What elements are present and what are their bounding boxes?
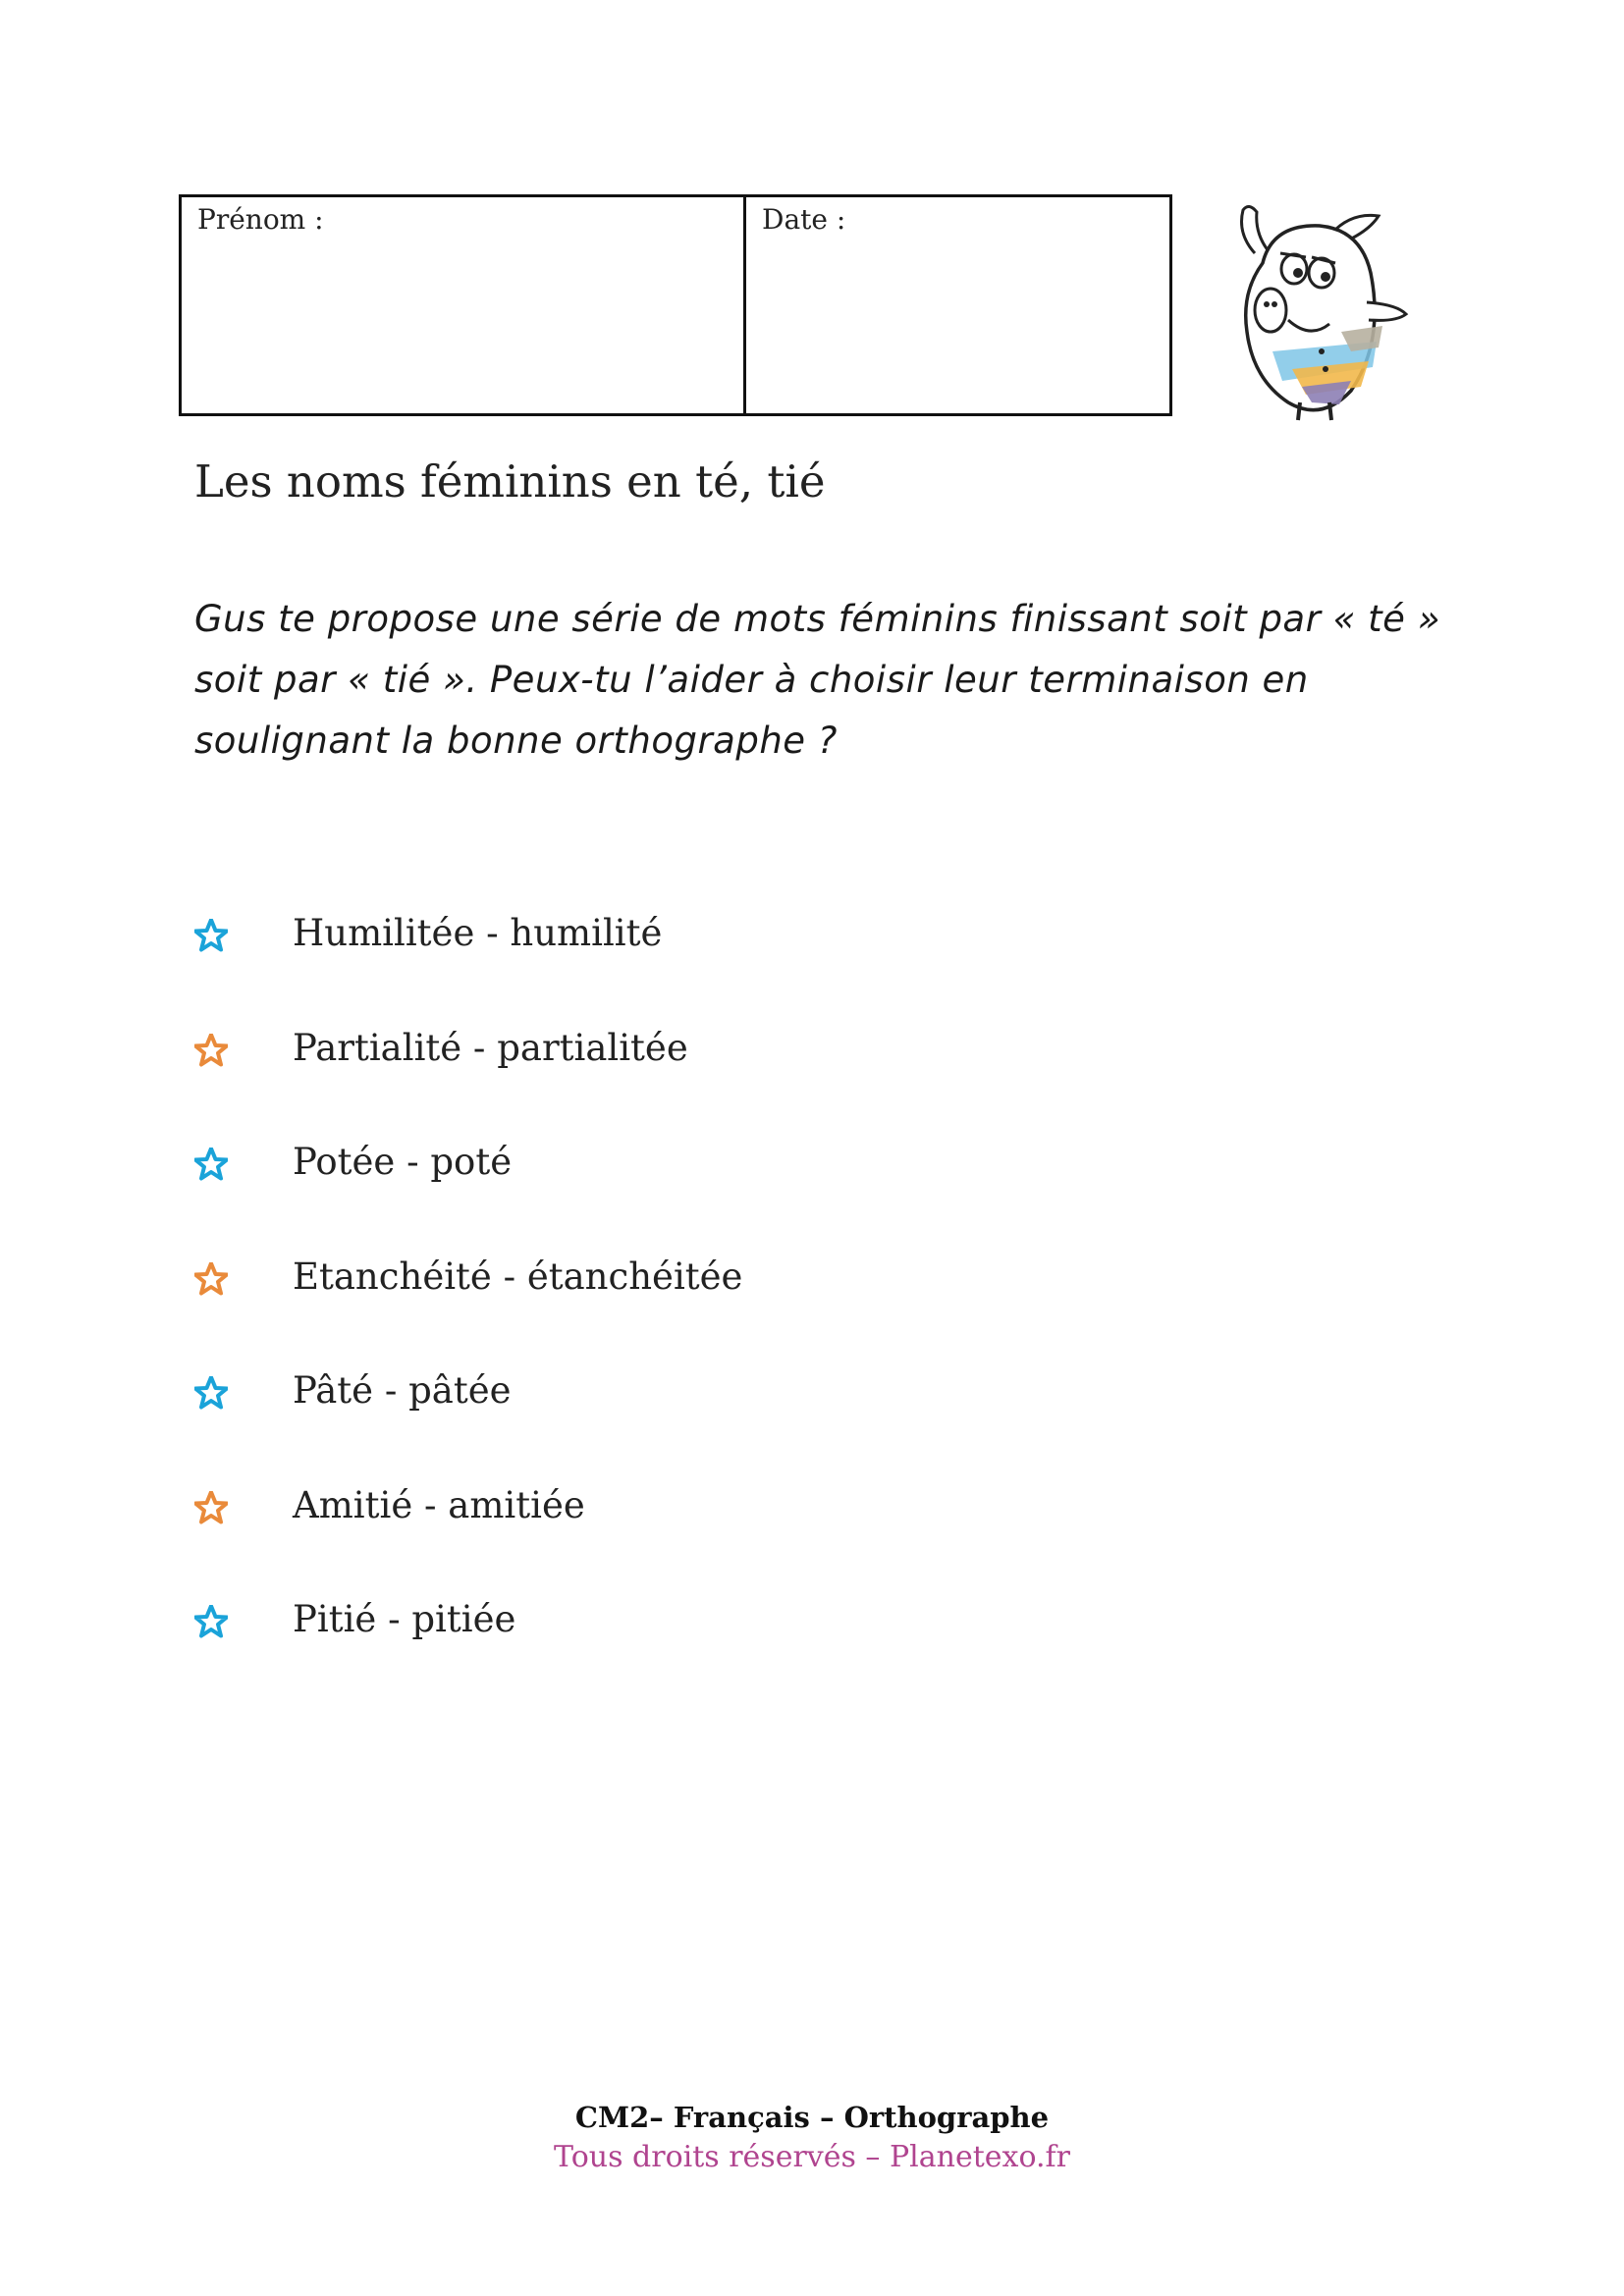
list-item (194, 1024, 1078, 1073)
identity-table (179, 194, 1172, 416)
footer-course: CM2– Français – Orthographe (574, 2101, 1050, 2134)
date-label: Date : (762, 203, 846, 236)
footer-rights: Tous droits réservés – Planetexo.fr (554, 2140, 1070, 2174)
blue-star-icon (194, 1376, 228, 1410)
sheep-mascot-icon (1204, 194, 1416, 422)
word-pair[interactable]: Pâté - pâtée (293, 1369, 512, 1412)
blue-star-icon (194, 1605, 228, 1638)
list-item (194, 1595, 1078, 1644)
list-item (194, 909, 1078, 958)
list-item (194, 1138, 1078, 1187)
page-title: Les noms féminins en té, tié (194, 455, 826, 507)
list-item (194, 1481, 1078, 1530)
word-pair[interactable]: Amitié - amitiée (293, 1483, 585, 1526)
first-name-label: Prénom : (197, 203, 324, 236)
date-cell[interactable] (746, 197, 1169, 413)
word-pair[interactable]: Humilitée - humilité (293, 912, 663, 954)
list-item (194, 1366, 1078, 1415)
orange-star-icon (194, 1262, 228, 1296)
word-pair[interactable]: Etanchéité - étanchéitée (293, 1255, 743, 1298)
instruction-text: Gus te propose une série de mots féminins finissant soit par « té » soit par « tié ». Peux-tu l’aider à choisir leur terminaison en soulignant la bonne orthographe ? (194, 598, 1441, 762)
word-pair[interactable]: Partialité - partialitée (293, 1026, 688, 1069)
orange-star-icon (194, 1491, 228, 1524)
orange-star-icon (194, 1034, 228, 1067)
blue-star-icon (194, 1148, 228, 1181)
word-pair[interactable]: Potée - poté (293, 1141, 513, 1183)
blue-star-icon (194, 919, 228, 952)
first-name-cell[interactable] (182, 197, 746, 413)
list-item (194, 1253, 1078, 1302)
word-pair[interactable]: Pitié - pitiée (293, 1598, 516, 1640)
